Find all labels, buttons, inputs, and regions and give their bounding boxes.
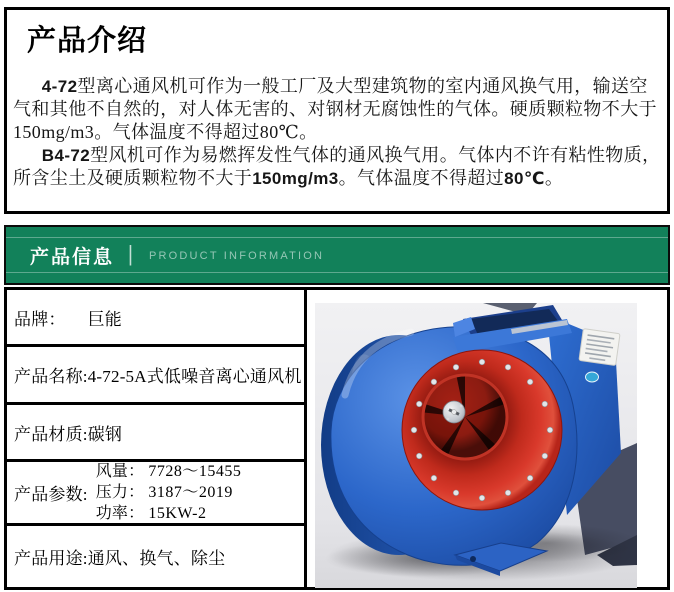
table-row-parameters: [7, 462, 304, 526]
param-key: 风量：: [95, 463, 145, 480]
text-segment: 。气体温度不得超过: [338, 168, 505, 188]
parameters-block: [96, 461, 242, 524]
table-row-material: [7, 405, 304, 462]
product-intro-section: [4, 7, 670, 214]
text-segment-bold: 150mg/m3: [252, 169, 339, 188]
product-spec-column: [7, 290, 307, 587]
table-row-product-name: [7, 347, 304, 405]
row-value: 通风、换气、除尘: [87, 549, 226, 568]
row-value: 巨能: [87, 309, 123, 329]
param-power: [96, 503, 242, 524]
intro-title: 产品介绍: [27, 25, 148, 57]
intro-paragraph-1: [13, 75, 661, 144]
row-value: 4-72-5A式低噪音离心通风机: [87, 367, 302, 386]
product-info-banner: [4, 225, 670, 285]
text-segment: 。: [544, 168, 564, 188]
table-row-brand: [7, 290, 304, 347]
product-info-table: [4, 287, 670, 590]
banner-separator: |: [128, 242, 133, 267]
row-value: 碳钢: [87, 424, 123, 444]
param-pressure: [96, 482, 242, 503]
product-photo: [315, 303, 637, 588]
param-airflow: [96, 461, 242, 482]
table-row-usage: [7, 526, 304, 587]
brand-logo-oval: [586, 372, 599, 382]
centrifugal-fan-image: [315, 303, 637, 588]
param-value: 7728～15455: [148, 463, 242, 480]
banner-title-cn: 产品信息: [30, 246, 115, 268]
banner-title-en: PRODUCT INFORMATION: [148, 250, 325, 262]
text-segment-bold: B4-72: [41, 146, 91, 165]
banner-content: [6, 237, 668, 273]
param-value: 15KW-2: [148, 505, 207, 522]
spec-label-plate: [579, 329, 620, 366]
row-label: 产品用途:: [14, 549, 88, 568]
text-segment-bold: 80℃: [504, 169, 545, 188]
product-photo-cell: [307, 290, 667, 587]
intro-paragraph-2: [13, 144, 661, 190]
param-key: 功率：: [95, 505, 145, 522]
text-segment-bold: 4-72: [41, 77, 78, 96]
row-label: 产品材质:: [14, 424, 88, 444]
row-label: 品牌：: [14, 309, 66, 329]
text-segment: 型离心通风机可作为一般工厂及大型建筑物的室内通风换气用，输送空气和其他不自然的，对人体无害的、对钢材无腐蚀性的气体。硬质颗粒物不大于150mg/m3。气体温度不得超过80℃。: [13, 76, 657, 142]
row-label: 产品参数:: [14, 485, 88, 504]
row-label: 产品名称:: [14, 367, 88, 386]
text-segment: 型风机可作为易燃挥发性气体的通风换气用。气体内不许有粘性物质，所含尘土及硬质颗粒物不大于: [13, 145, 661, 188]
param-value: 3187～2019: [148, 484, 233, 501]
param-key: 压力：: [95, 484, 145, 501]
